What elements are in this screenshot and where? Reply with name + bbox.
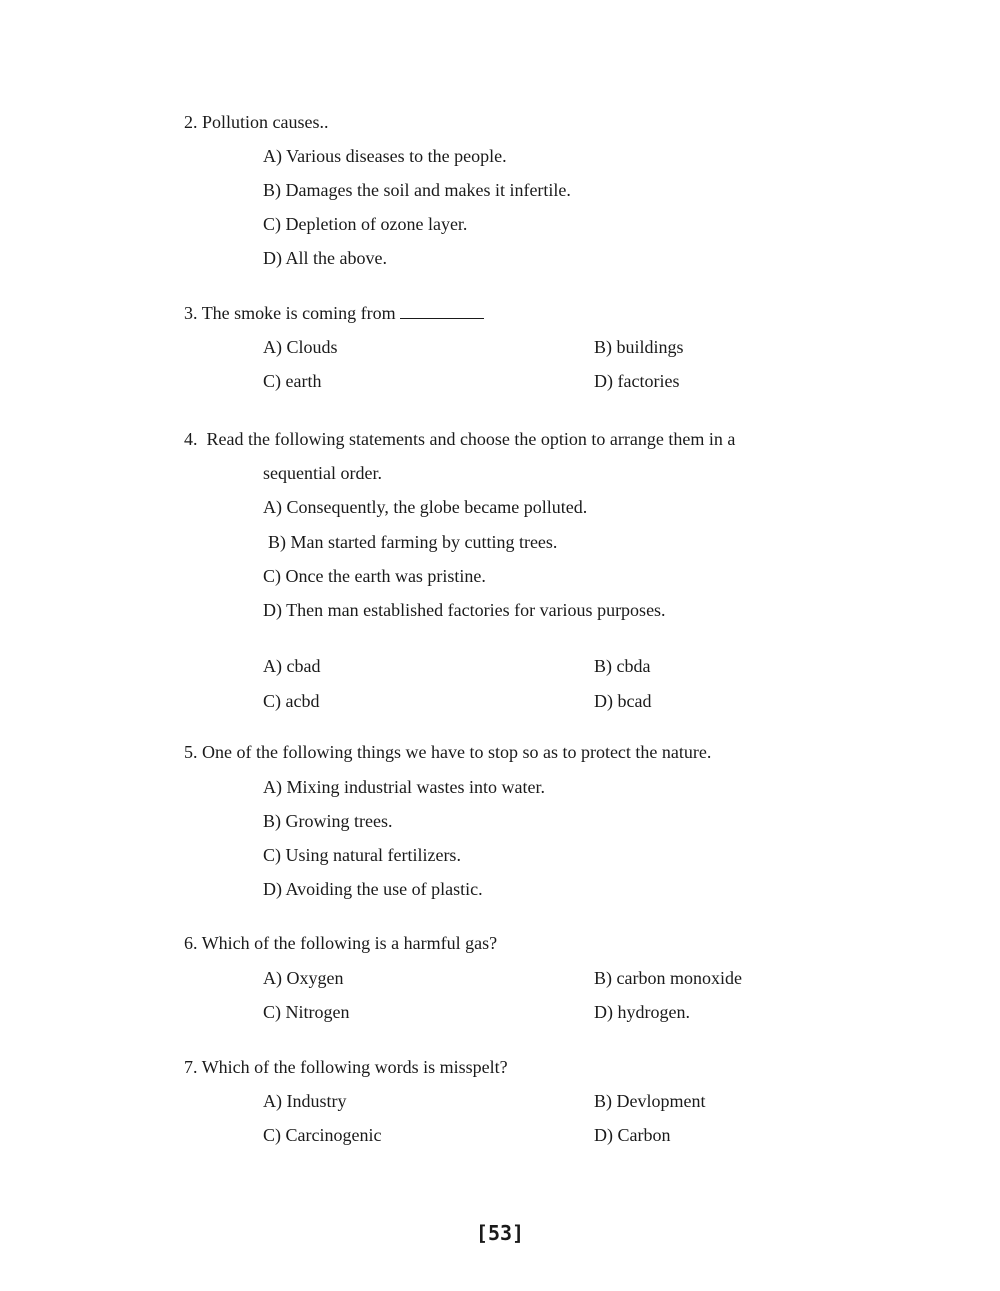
question-text: Which of the following words is misspelt? — [201, 1057, 508, 1077]
question-text: Read the following statements and choose the option to arrange them in a — [206, 429, 736, 449]
option-d: D) Carbon — [594, 1125, 671, 1145]
option-c: C) acbd — [263, 691, 320, 711]
option-d: D) hydrogen. — [594, 1002, 690, 1022]
question-5 — [184, 741, 711, 763]
option-a: A) Various diseases to the people. — [263, 146, 507, 166]
option-b: B) Devlopment — [594, 1091, 706, 1111]
option-a: A) Clouds — [263, 337, 338, 357]
option-d: D) Avoiding the use of plastic. — [263, 879, 483, 899]
option-a: A) Industry — [263, 1091, 347, 1111]
option-d: D) factories — [594, 371, 680, 391]
option-c: C) Nitrogen — [263, 1002, 350, 1022]
question-number: 2. — [184, 112, 198, 132]
question-number: 7. — [184, 1057, 198, 1077]
question-6 — [184, 932, 497, 954]
option-d: D) bcad — [594, 691, 652, 711]
statement-a: A) Consequently, the globe became polluted. — [263, 497, 588, 517]
option-d: D) All the above. — [263, 248, 387, 268]
option-b: B) Growing trees. — [263, 811, 393, 831]
option-c: C) earth — [263, 371, 322, 391]
statement-d: D) Then man established factories for various purposes. — [263, 600, 666, 620]
option-a: A) Oxygen — [263, 968, 344, 988]
question-text-continued: sequential order. — [263, 463, 382, 483]
question-text: Which of the following is a harmful gas? — [201, 933, 498, 953]
question-text: One of the following things we have to stop so as to protect the nature. — [202, 742, 712, 762]
question-text: The smoke is coming from — [201, 303, 396, 323]
option-b: B) carbon monoxide — [594, 968, 742, 988]
question-number: 5. — [184, 742, 198, 762]
statement-c: C) Once the earth was pristine. — [263, 566, 486, 586]
fill-in-blank — [400, 302, 484, 319]
page-number: [53] — [475, 1221, 525, 1245]
option-c: C) Using natural fertilizers. — [263, 845, 461, 865]
option-b: B) buildings — [594, 337, 684, 357]
question-text: Pollution causes.. — [202, 112, 329, 132]
option-b: B) cbda — [594, 656, 651, 676]
question-2 — [184, 111, 329, 133]
option-a: A) Mixing industrial wastes into water. — [263, 777, 545, 797]
option-c: C) Depletion of ozone layer. — [263, 214, 468, 234]
question-number: 4. — [184, 429, 198, 449]
question-number: 6. — [184, 933, 198, 953]
question-3 — [184, 302, 484, 324]
option-b: B) Damages the soil and makes it infertile. — [263, 180, 571, 200]
option-a: A) cbad — [263, 656, 321, 676]
question-number: 3. — [184, 303, 198, 323]
question-4 — [184, 428, 735, 450]
question-7 — [184, 1056, 508, 1078]
option-c: C) Carcinogenic — [263, 1125, 382, 1145]
statement-b: B) Man started farming by cutting trees. — [268, 532, 558, 552]
